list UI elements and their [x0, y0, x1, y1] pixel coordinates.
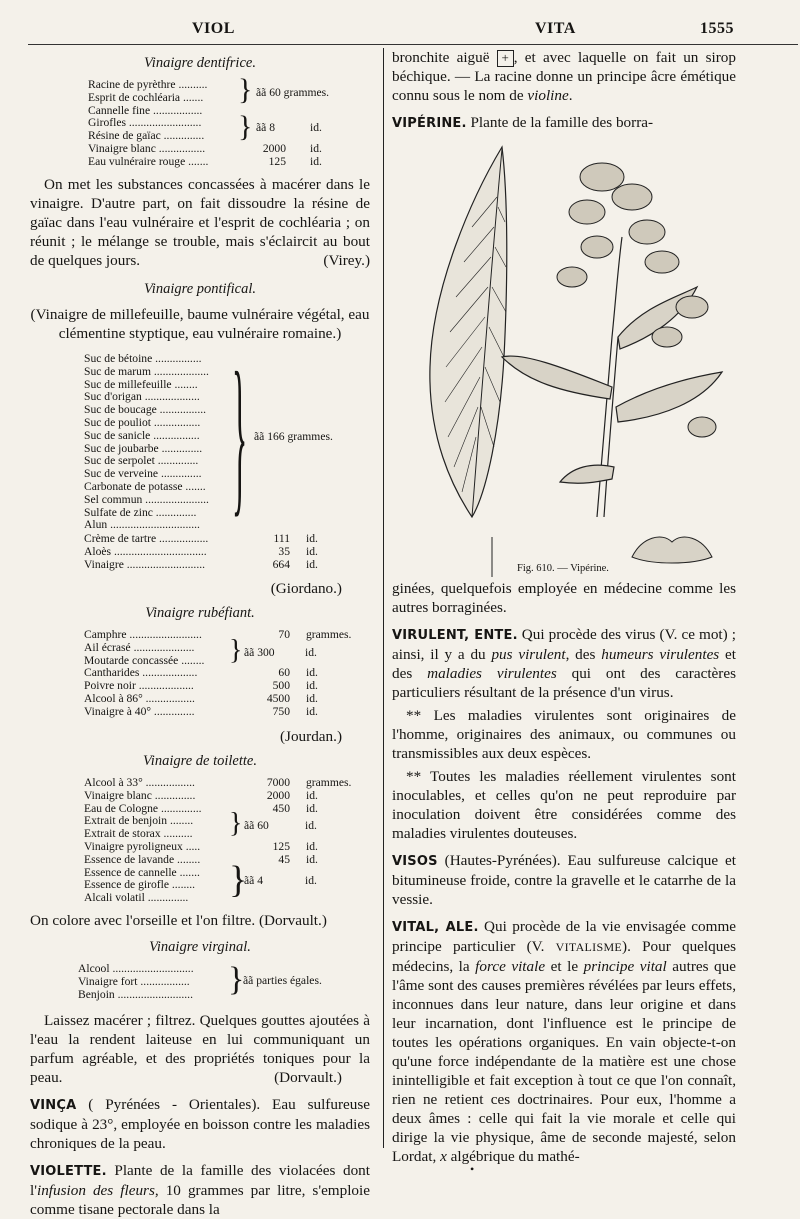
ingredient-unit: id.	[306, 704, 318, 718]
ingredient-name: Suc de serpolet ..............	[84, 454, 199, 468]
ingredient-row	[84, 790, 370, 803]
ingredient-quantity: 70	[278, 628, 290, 641]
brace-unit: id.	[305, 646, 317, 659]
ingredient-name: Aloès ................................	[84, 544, 207, 558]
ingredient-name: Girofles .........................	[88, 116, 202, 130]
ingredient-row	[84, 841, 370, 854]
ingredient-name: Vinaigre à 40° ..............	[84, 704, 195, 718]
paragraph: ** Toutes les maladies réellement virulentes sont inoculables, et celles qu'on ne peut reproduire par inoculation doivent être considérées comme des maladies virulentes douteuses.	[392, 768, 736, 842]
ingredient-row	[88, 143, 370, 156]
ingredient-row	[78, 976, 370, 989]
ingredient-quantity: 2000	[266, 788, 290, 802]
recipe-title-virginal: Vinaigre virginal.	[149, 939, 251, 955]
ingredient-name: Suc de millefeuille ........	[84, 377, 198, 391]
recipe-title-rubefiant: Vinaigre rubéfiant.	[145, 605, 255, 621]
source: (Jourdan.)	[280, 728, 342, 745]
ingredient-name: Alcool à 33° .................	[84, 776, 195, 789]
ingredient-row	[84, 854, 370, 867]
ingredient-quantity: 2000	[262, 141, 286, 155]
recipe-title-dentifrice: Vinaigre dentifrice.	[144, 55, 256, 71]
ingredient-name: Eau de Cologne ..............	[84, 801, 202, 815]
ingredient-unit: id.	[306, 679, 318, 693]
viperine-illustration	[392, 137, 736, 577]
ingredient-name: Alcool à 86° .................	[84, 691, 195, 705]
ingredient-quantity: 45	[278, 852, 290, 866]
ingredient-name: Carbonate de potasse .......	[84, 479, 206, 493]
recipe-table-pontifical	[84, 337, 370, 575]
recipe-title-pontifical: Vinaigre pontifical.	[144, 281, 256, 297]
brace-label: ãã 60	[244, 819, 269, 832]
ingredient-row	[84, 559, 344, 572]
leaf-drawing	[430, 147, 507, 517]
brace-label: ãã parties égales.	[243, 974, 322, 987]
ingredient-row	[84, 533, 344, 546]
ingredient-name: Suc de pouliot ................	[84, 415, 201, 429]
brace: }	[229, 635, 243, 666]
paragraph: ginées, quelquefois employée en médecine comme les autres borraginées.	[392, 580, 736, 616]
entry-vinca: VINÇA ( Pyrénées - Orientales). Eau sulfureuse sodique à 23°, employée en boisson contre les maladies chroniques de la peau.	[30, 1096, 370, 1152]
ingredient-row	[84, 546, 344, 559]
ingredient-name: Suc d'origan ...................	[84, 390, 200, 404]
ingredient-name: Eau vulnéraire rouge .......	[88, 154, 209, 168]
ingredient-row	[78, 989, 370, 1002]
ingredient-row	[78, 963, 370, 976]
ingredient-name: Suc de marum ...................	[84, 364, 209, 378]
page-number: 1555	[700, 20, 734, 37]
recipe-table-toilette	[84, 777, 370, 905]
brace: }	[229, 808, 243, 839]
brace-label: ãã 8	[256, 121, 275, 134]
entry-violette: VIOLETTE. Plante de la famille des violacées dont l'infusion des fleurs, 10 grammes par litre, s'emploie comme tisane pectorale dans la	[30, 1162, 370, 1218]
brace-unit: id.	[310, 121, 322, 134]
ingredient-unit: id.	[306, 839, 318, 853]
ingredient-unit: id.	[306, 544, 318, 558]
ingredient-name: Essence de girofle ........	[84, 878, 196, 892]
header-rule	[28, 44, 798, 45]
ingredient-row	[84, 366, 370, 379]
brace: }	[238, 110, 253, 143]
ingredient-name: Vinaigre pyroligneux .....	[84, 839, 201, 853]
stem-drawing	[502, 237, 722, 517]
paragraph: On met les substances concassées à macérer dans le vinaigre. D'autre part, on fait dissoudre la résine de gaïac dans l'eau vulnéraire et l'esprit de cochléaria ; on réunit ; le mélange se trouble, mais s'éclaircit au bout de quelques jours. (Virey.)	[30, 176, 370, 269]
ingredient-row	[84, 892, 370, 905]
ingredient-row	[84, 494, 370, 507]
stamen-detail	[487, 537, 497, 577]
recipe-table-virginal	[78, 963, 370, 1005]
ingredient-name: Vinaigre blanc ................	[88, 141, 206, 155]
figure-viperine	[392, 137, 736, 579]
ingredient-name: Suc de verveine ..............	[84, 467, 202, 481]
ingredient-row	[84, 629, 370, 642]
ingredient-quantity: 7000	[266, 776, 290, 789]
ingredient-row	[84, 693, 370, 706]
ingredient-name: Cantharides ...................	[84, 666, 198, 680]
ingredient-quantity: 125	[272, 839, 290, 853]
paragraph: bronchite aiguë + , et avec laquelle on fait un sirop béchique. — La racine donne un principe âcre émétique connu sous le nom de violine.	[392, 49, 736, 104]
recipe-table-dentifrice	[88, 73, 370, 169]
ingredient-name: Suc de bétoine ................	[84, 352, 202, 365]
ingredient-name: Suc de boucage ................	[84, 403, 207, 417]
ingredient-quantity: 111	[273, 532, 290, 545]
brace-label: ãã 60 grammes.	[256, 86, 330, 99]
ingredient-name: Camphre .........................	[84, 628, 202, 641]
ingredient-name: Crème de tartre .................	[84, 532, 209, 545]
ingredient-quantity: 125	[268, 154, 286, 168]
herbal-symbol-box: +	[497, 50, 514, 67]
ingredient-unit: id.	[306, 532, 318, 545]
ingredient-name: Extrait de storax ..........	[84, 827, 193, 841]
entry-viperine: VIPÉRINE. Plante de la famille des borra-	[392, 114, 654, 131]
recipe-title-toilette: Vinaigre de toilette.	[143, 753, 257, 769]
paragraph: Laissez macérer ; filtrez. Quelques gouttes ajoutées à l'eau la rendent laiteuse en lui communiquant un parfum agréable, et des propriétés toniques pour la peau. (Dorvault.)	[30, 1012, 370, 1086]
ingredient-name: Alcool ............................	[78, 962, 194, 975]
ingredient-row	[84, 519, 370, 532]
brace-label: ãã 4	[244, 874, 263, 887]
ingredient-name: Sel commun ......................	[84, 492, 209, 506]
ingredient-unit: id.	[306, 852, 318, 866]
ingredient-name: Benjoin ..........................	[78, 987, 193, 1001]
ingredient-unit: grammes.	[306, 776, 352, 789]
ingredient-unit: id.	[306, 557, 318, 571]
ingredient-name: Essence de cannelle .......	[84, 865, 200, 879]
brace-label: ãã 300	[244, 646, 275, 659]
ingredient-unit: grammes.	[306, 628, 352, 641]
source: (Giordano.)	[270, 580, 342, 597]
entry-visos: VISOS (Hautes-Pyrénées). Eau sulfureuse calcique et bitumineuse froide, contre la gravelle et le catarrhe de la vessie.	[392, 852, 736, 908]
brace: }	[238, 73, 253, 106]
ingredient-name: Poivre noir ...................	[84, 679, 194, 693]
ingredient-name: Esprit de cochléaria .......	[88, 90, 204, 104]
ingredient-name: Suc de joubarbe ..............	[84, 441, 203, 455]
ingredient-unit: id.	[306, 788, 318, 802]
ingredient-unit: id.	[310, 154, 322, 168]
ingredient-name: Racine de pyrèthre ..........	[88, 78, 208, 91]
ingredient-quantity: 500	[272, 679, 290, 693]
brace-unit: id.	[305, 874, 317, 887]
ingredient-quantity: 450	[272, 801, 290, 815]
brace: }	[229, 859, 248, 901]
paragraph: (Vinaigre de millefeuille, baume vulnéraire végétal, eau clémentine styptique, eau vulnéraire romaine.)	[30, 306, 370, 342]
ingredient-name: Extrait de benjoin ........	[84, 814, 194, 828]
figure-caption: Fig. 610. — Vipérine.	[517, 563, 609, 574]
brace: }	[228, 961, 245, 998]
brace-label: ãã 166 grammes.	[254, 430, 333, 443]
ingredient-row	[84, 777, 370, 790]
ingredient-unit: id.	[306, 691, 318, 705]
ingredient-name: Ail écrasé .....................	[84, 640, 195, 654]
ingredient-row	[84, 417, 370, 430]
ingredient-name: Suc de sanicle ................	[84, 428, 200, 442]
paragraph: On colore avec l'orseille et l'on filtre. (Dorvault.)	[30, 912, 327, 929]
ingredient-name: Alun ...............................	[84, 518, 200, 532]
left-column	[30, 48, 370, 1219]
ingredient-quantity: 750	[272, 704, 290, 718]
recipe-table-rubefiant	[84, 629, 370, 721]
ingredient-row	[84, 642, 370, 655]
ingredient-name: Essence de lavande ........	[84, 852, 201, 866]
ingredient-name: Cannelle fine .................	[88, 103, 203, 117]
entry-virulent: VIRULENT, ENTE. Qui procède des virus (V. ce mot) ; ainsi, il y a du pus virulent, des humeurs virulentes et des maladies virulentes qui ont des caractères particuliers résultant de la présence d'un virus.	[392, 626, 736, 701]
ingredient-quantity: 4500	[266, 691, 290, 705]
ingredient-unit: id.	[310, 141, 322, 155]
brace: }	[232, 337, 248, 532]
header-left-word: VIOL	[192, 20, 235, 37]
ingredient-name: Vinaigre fort .................	[78, 974, 190, 988]
ingredient-name: Résine de gaïac ..............	[88, 129, 205, 143]
ingredient-name: Vinaigre blanc ..............	[84, 788, 196, 802]
entry-vital: VITAL, ALE. Qui procède de la vie envisagée comme principe particulier (V. VITALISME). Pour quelques médecins, la force vitale et le principe vital autres que l'âme sont des causes premières révélées par leurs effets, inconnues dans leur nature, dans leur origine et dans leur incarnation, dont l'influence est le principe de toutes les opérations organiques. En vain objecte-t-on qu'une force indépendante de la matière est une chose inintelligible et fait exception à tout ce que l'on connaît, rien ne retient ces doctrinaires. Pour eux, l'homme a deux âmes : celle qui fait la vie morale et celle qui dirige la vie physique, âme de seconde majesté, selon Lordat, x algébrique du mathé-	[392, 918, 736, 1165]
page-ornament: •	[470, 1162, 475, 1176]
brace-unit: id.	[305, 819, 317, 832]
ingredient-row	[88, 156, 370, 169]
ingredient-quantity: 35	[278, 544, 290, 558]
ingredient-quantity: 664	[272, 557, 290, 571]
ingredient-unit: id.	[306, 666, 318, 680]
ingredient-name: Alcali volatil ..............	[84, 891, 189, 905]
paragraph: ** Les maladies virulentes sont originaires de l'homme, originaires des animaux, ou communes ou transmissibles aux deux espèces.	[392, 707, 736, 762]
ingredient-row	[84, 353, 370, 366]
calyx-detail	[632, 537, 712, 563]
column-divider	[383, 48, 384, 1148]
ingredient-row	[84, 706, 370, 719]
ingredient-row	[84, 481, 370, 494]
ingredient-unit: id.	[306, 801, 318, 815]
ingredient-name: Moutarde concassée ........	[84, 653, 205, 667]
ingredient-name: Sulfate de zinc ..............	[84, 505, 197, 519]
header-center-word: VITA	[535, 20, 576, 37]
right-column	[392, 48, 736, 1166]
ingredient-name: Vinaigre ...........................	[84, 557, 206, 571]
ingredient-quantity: 60	[278, 666, 290, 680]
